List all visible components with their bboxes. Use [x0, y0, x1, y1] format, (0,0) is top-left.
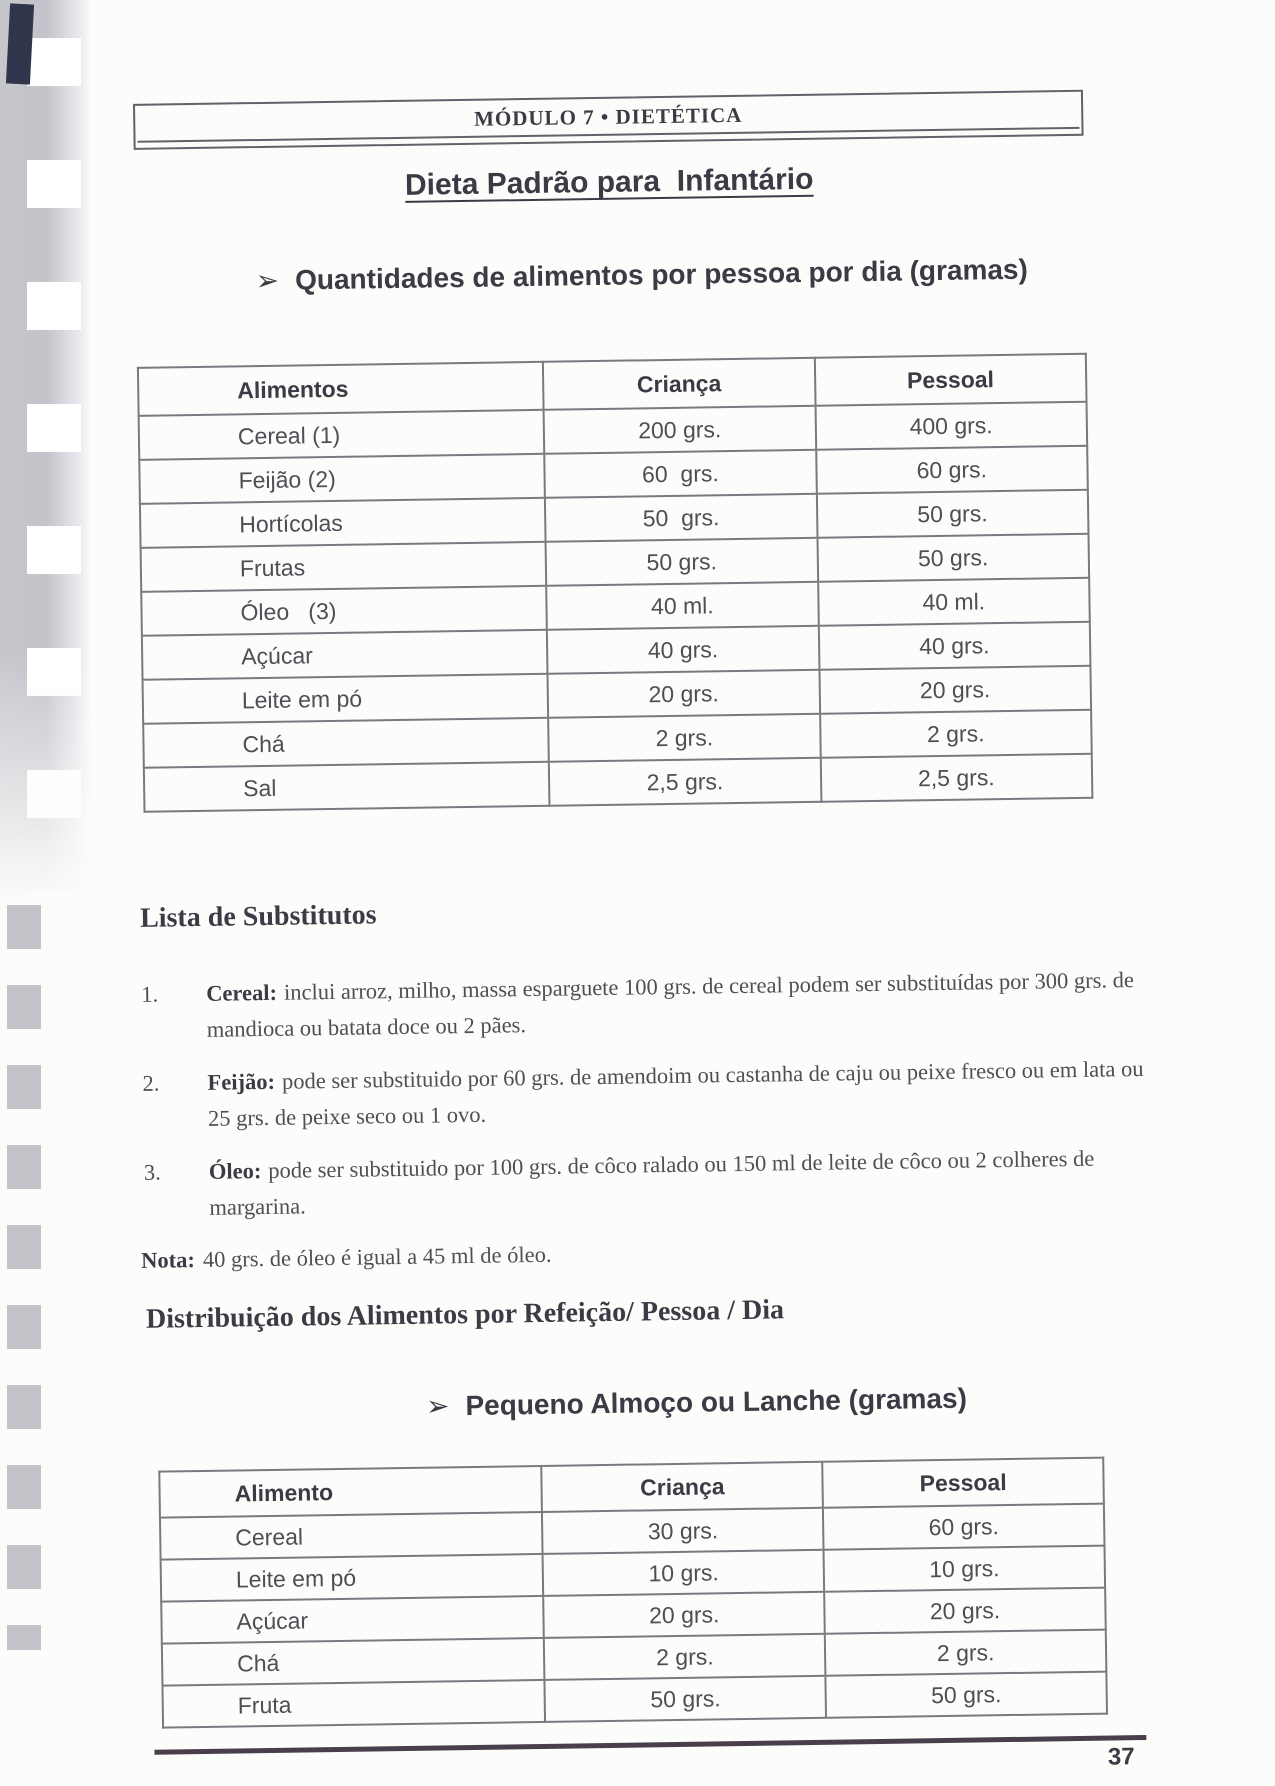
- note-label: Nota:: [140, 1247, 196, 1273]
- breakfast-subtitle: [157, 1348, 1104, 1459]
- food-name-cell: Cereal (1): [139, 410, 545, 460]
- crianca-value-cell: 10 grs.: [543, 1550, 824, 1596]
- column-header-pessoal: Pessoal: [814, 354, 1086, 406]
- pessoal-value-cell: 20 grs.: [824, 1588, 1105, 1634]
- crianca-value-cell: 40 grs.: [547, 626, 819, 674]
- pessoal-value-cell: 40 grs.: [818, 622, 1090, 670]
- quantities-subtitle: [135, 220, 1086, 331]
- quantities-table: [137, 353, 1094, 813]
- pessoal-value-cell: 50 grs.: [826, 1672, 1107, 1718]
- distribution-heading: Distribuição dos Alimentos por Refeição/ Pessoa / Dia: [145, 1294, 785, 1335]
- comb-binding-teeth: [7, 905, 41, 1650]
- note-text: 40 grs. de óleo é igual a 45 ml de óleo.: [202, 1241, 552, 1272]
- pessoal-value-cell: 2 grs.: [820, 710, 1092, 758]
- crianca-value-cell: 40 ml.: [546, 582, 818, 630]
- comb-binding-strip: [0, 0, 92, 905]
- crianca-value-cell: 50 grs.: [545, 494, 817, 542]
- page-number: 37: [1107, 1743, 1135, 1771]
- pessoal-value-cell: 2,5 grs.: [820, 754, 1092, 802]
- list-item-text: Cereal: inclui arroz, milho, massa esparguete 100 grs. de cereal podem ser substituídas por 300 grs. de mandioca ou batata doce ou 2 pães.: [206, 967, 1135, 1042]
- food-name-cell: Açúcar: [161, 1596, 544, 1644]
- note-line: [141, 1233, 1176, 1274]
- crianca-value-cell: 20 grs.: [544, 1592, 825, 1638]
- list-item-number: 3.: [143, 1159, 161, 1185]
- food-name-cell: Chá: [143, 718, 549, 768]
- list-item-lead: Feijão:: [207, 1068, 276, 1095]
- arrow-bullet-icon: ➢: [425, 1390, 450, 1422]
- crianca-value-cell: 30 grs.: [542, 1508, 823, 1554]
- column-header-alimentos: Alimentos: [138, 362, 544, 416]
- binding-corner-mark: [6, 3, 34, 84]
- pessoal-value-cell: 10 grs.: [824, 1546, 1105, 1592]
- pessoal-value-cell: 50 grs.: [816, 490, 1088, 538]
- crianca-value-cell: 50 grs.: [546, 538, 818, 586]
- crianca-value-cell: 2 grs.: [548, 714, 820, 762]
- list-item-text: Feijão: pode ser substituido por 60 grs. de amendoim ou castanha de caju ou peixe fresco ou em lata ou 25 grs. de peixe seco ou 1 ovo.: [207, 1055, 1144, 1131]
- column-header-alimento: Alimento: [159, 1466, 542, 1518]
- arrow-bullet-icon: ➢: [255, 264, 280, 297]
- column-header-pessoal: Pessoal: [822, 1458, 1103, 1508]
- pessoal-value-cell: 50 grs.: [817, 534, 1089, 582]
- pessoal-value-cell: 60 grs.: [816, 446, 1088, 494]
- food-name-cell: Feijão (2): [139, 454, 545, 504]
- page-content: [124, 89, 1184, 1786]
- list-item: [141, 962, 1173, 1049]
- column-header-crianca: Criança: [542, 1462, 823, 1512]
- column-header-crianca: Criança: [543, 358, 815, 410]
- food-name-cell: Fruta: [162, 1680, 545, 1728]
- breakfast-subtitle-text: Pequeno Almoço ou Lanche (gramas): [465, 1382, 968, 1422]
- module-header: MÓDULO 7 • DIETÉTICA: [137, 98, 1079, 143]
- crianca-value-cell: 50 grs.: [545, 1676, 826, 1722]
- food-name-cell: Sal: [144, 762, 550, 812]
- list-item-text: Óleo: pode ser substituido por 100 grs. de côco ralado ou 150 ml de leite de côco ou 2 colheres de margarina.: [208, 1145, 1095, 1220]
- food-name-cell: Chá: [162, 1638, 545, 1686]
- crianca-value-cell: 20 grs.: [548, 670, 820, 718]
- crianca-value-cell: 2 grs.: [544, 1634, 825, 1680]
- page-title: Dieta Padrão para Infantário: [404, 162, 814, 202]
- list-item-lead: Cereal:: [206, 979, 278, 1006]
- pessoal-value-cell: 20 grs.: [819, 666, 1091, 714]
- list-item-number: 1.: [141, 981, 159, 1007]
- crianca-value-cell: 60 grs.: [544, 450, 816, 498]
- list-item: [144, 1140, 1176, 1227]
- substitutes-heading: Lista de Substitutos: [139, 899, 377, 934]
- module-header-box: [133, 90, 1084, 150]
- food-name-cell: Leite em pó: [143, 674, 549, 724]
- food-name-cell: Frutas: [141, 542, 547, 592]
- food-name-cell: Cereal: [160, 1512, 543, 1560]
- breakfast-table: [158, 1457, 1108, 1729]
- substitutes-list: [137, 962, 1176, 1227]
- food-name-cell: Açúcar: [142, 630, 548, 680]
- quantities-subtitle-text: Quantidades de alimentos por pessoa por dia (gramas): [294, 253, 1029, 296]
- crianca-value-cell: 2,5 grs.: [549, 758, 821, 806]
- pessoal-value-cell: 2 grs.: [825, 1630, 1106, 1676]
- food-name-cell: Leite em pó: [161, 1554, 544, 1602]
- pessoal-value-cell: 400 grs.: [815, 402, 1087, 450]
- list-item-number: 2.: [142, 1070, 160, 1096]
- crianca-value-cell: 200 grs.: [544, 406, 816, 454]
- food-name-cell: Óleo (3): [141, 586, 547, 636]
- pessoal-value-cell: 60 grs.: [823, 1504, 1104, 1550]
- list-item-lead: Óleo:: [208, 1158, 262, 1184]
- food-name-cell: Hortícolas: [140, 498, 546, 548]
- list-item: [142, 1051, 1174, 1138]
- pessoal-value-cell: 40 ml.: [818, 578, 1090, 626]
